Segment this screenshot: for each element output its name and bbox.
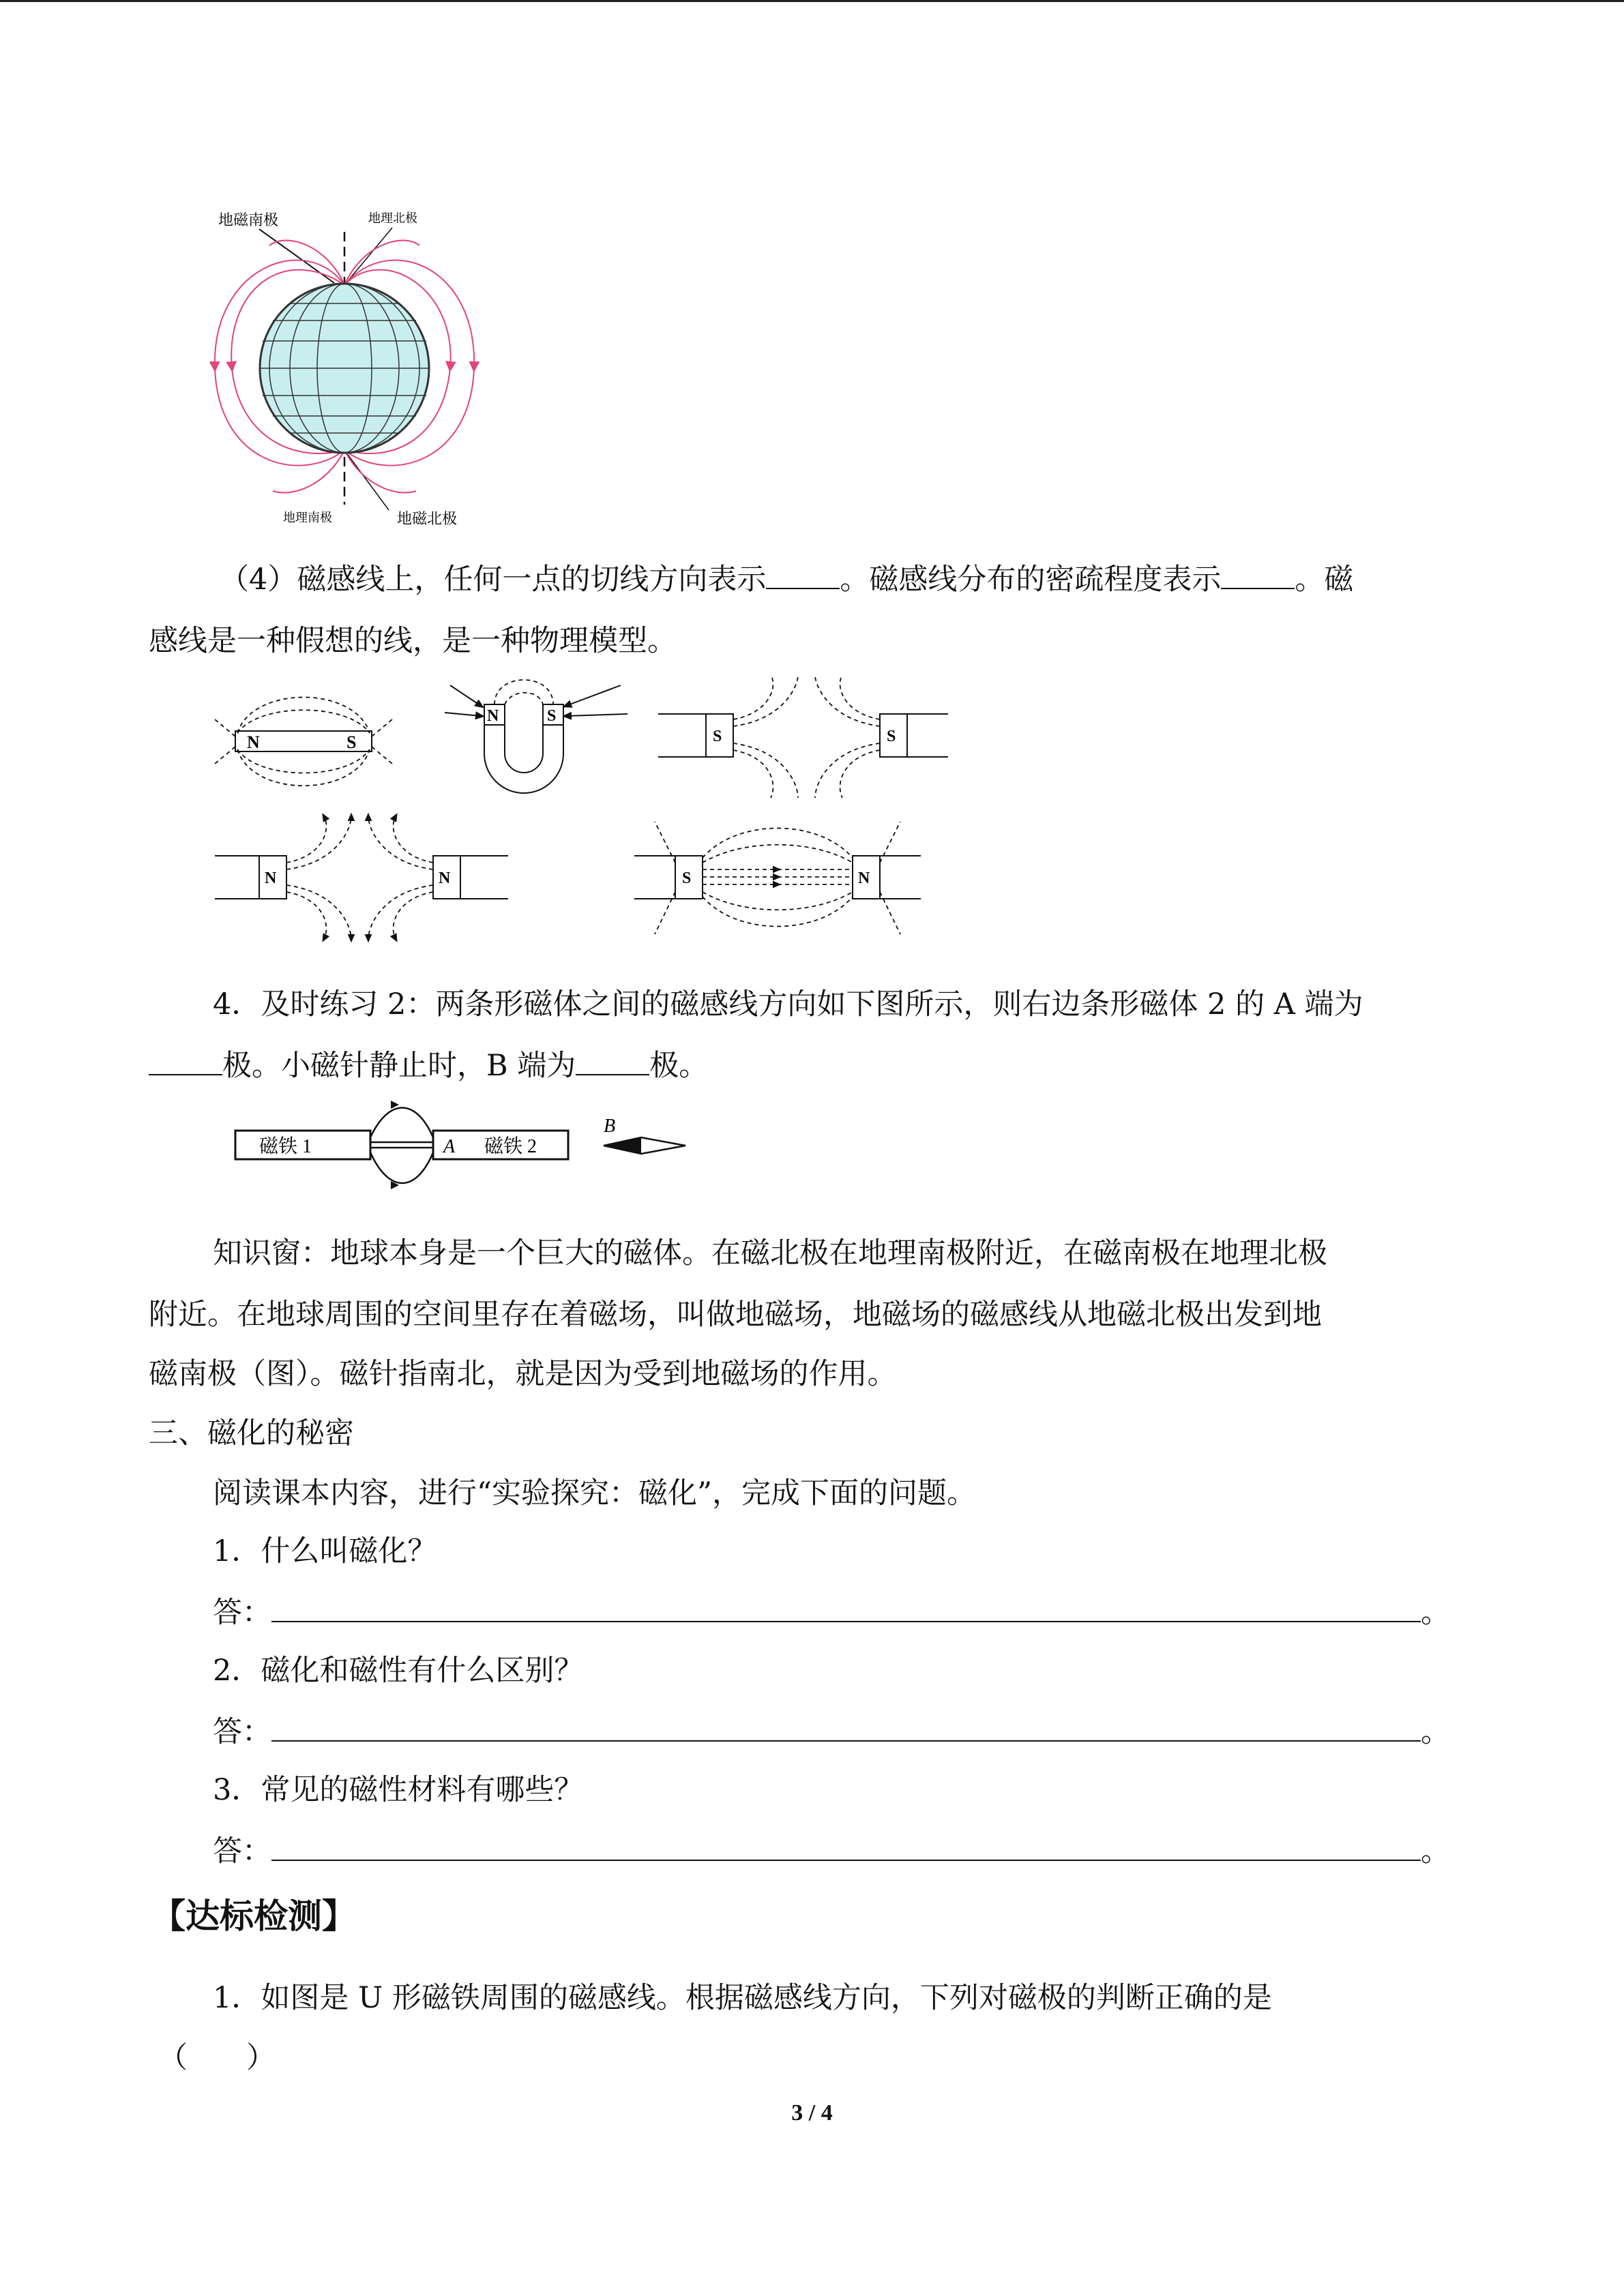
page-top-edge	[0, 0, 1624, 2]
answer-line-1[interactable]	[271, 1591, 1421, 1622]
section3-title: 三、磁化的秘密	[149, 1416, 354, 1450]
exercise2-line1: 4．及时练习 2：两条形磁体之间的磁感线方向如下图所示，则右边条形磁体 2 的 A 端为	[213, 987, 1363, 1022]
answer-blank-b-end[interactable]	[576, 1047, 649, 1075]
ss-pole-right: S	[887, 728, 896, 745]
label-geomag-south: 地磁南极	[218, 211, 279, 228]
answer-line-3[interactable]	[271, 1830, 1421, 1861]
ss-pole-left: S	[713, 728, 722, 745]
bar-pole-s: S	[346, 732, 357, 752]
needle-end-b: B	[604, 1116, 616, 1137]
label-geo-south: 地理南极	[283, 511, 332, 524]
section3-intro: 阅读课本内容，进行“实验探究：磁化”，完成下面的问题。	[213, 1476, 976, 1510]
check-heading: 【达标检测】	[151, 1896, 356, 1936]
bar-pole-n: N	[247, 732, 260, 752]
magnet2-end-a: A	[443, 1136, 456, 1157]
magnet2-label: 磁铁 2	[484, 1136, 537, 1157]
u-pole-n: N	[487, 707, 499, 725]
two-bar-magnets-figure	[232, 1098, 696, 1193]
exercise2-line2: 极。小磁针静止时，B 端为 极。	[149, 1045, 708, 1086]
sn-pole-n: N	[858, 869, 870, 887]
answer-row-2: 答： 。	[213, 1710, 1450, 1753]
s-n-magnets-figure	[634, 822, 921, 934]
answer-blank-a-end[interactable]	[149, 1047, 222, 1075]
answer-row-3: 答： 。	[213, 1830, 1450, 1872]
magnetic-field-lines-figure	[205, 665, 969, 948]
u-pole-s: S	[547, 707, 557, 725]
earth-magnetic-field-figure	[205, 205, 491, 532]
answer-line-2[interactable]	[271, 1710, 1421, 1742]
para4-line2: 感线是一种假想的线，是一种物理模型。	[149, 624, 677, 658]
nn-pole-left: N	[265, 869, 277, 887]
check-q1-line1: 1．如图是 U 形磁铁周围的磁感线。根据磁感线方向，下列对磁极的判断正确的是	[213, 1981, 1272, 2015]
knowledge-line3: 磁南极（图）。磁针指南北，就是因为受到地磁场的作用。	[149, 1357, 897, 1391]
answer-row-1: 答： 。	[213, 1591, 1450, 1633]
page-number: 3 / 4	[791, 2100, 833, 2126]
magnet1-label: 磁铁 1	[259, 1136, 312, 1157]
sn-pole-s: S	[682, 869, 692, 887]
knowledge-line1: 知识窗：地球本身是一个巨大的磁体。在磁北极在地理南极附近，在磁南极在地理北极	[213, 1236, 1327, 1270]
question-1: 1．什么叫磁化？	[213, 1534, 437, 1568]
n-n-magnets-figure	[215, 816, 508, 939]
s-s-magnets-figure	[658, 675, 948, 798]
nn-pole-right: N	[439, 869, 451, 887]
answer-blank-density[interactable]	[1221, 561, 1295, 589]
answer-blank-tangent[interactable]	[766, 561, 840, 589]
knowledge-line2: 附近。在地球周围的空间里存在着磁场，叫做地磁场，地磁场的磁感线从地磁北极出发到地	[149, 1298, 1322, 1332]
para4-line1: （4）磁感线上，任何一点的切线方向表示 。磁感线分布的密疏程度表示 。磁	[220, 559, 1353, 600]
check-q1-line2: （ ）	[158, 2041, 276, 2075]
question-3: 3．常见的磁性材料有哪些？	[213, 1773, 584, 1807]
bar-magnet-figure	[215, 698, 392, 786]
question-2: 2．磁化和磁性有什么区别？	[213, 1654, 584, 1688]
label-geomag-north: 地磁北极	[397, 510, 458, 527]
u-magnet-figure	[445, 680, 628, 793]
label-geo-north: 地理北极	[368, 211, 417, 225]
